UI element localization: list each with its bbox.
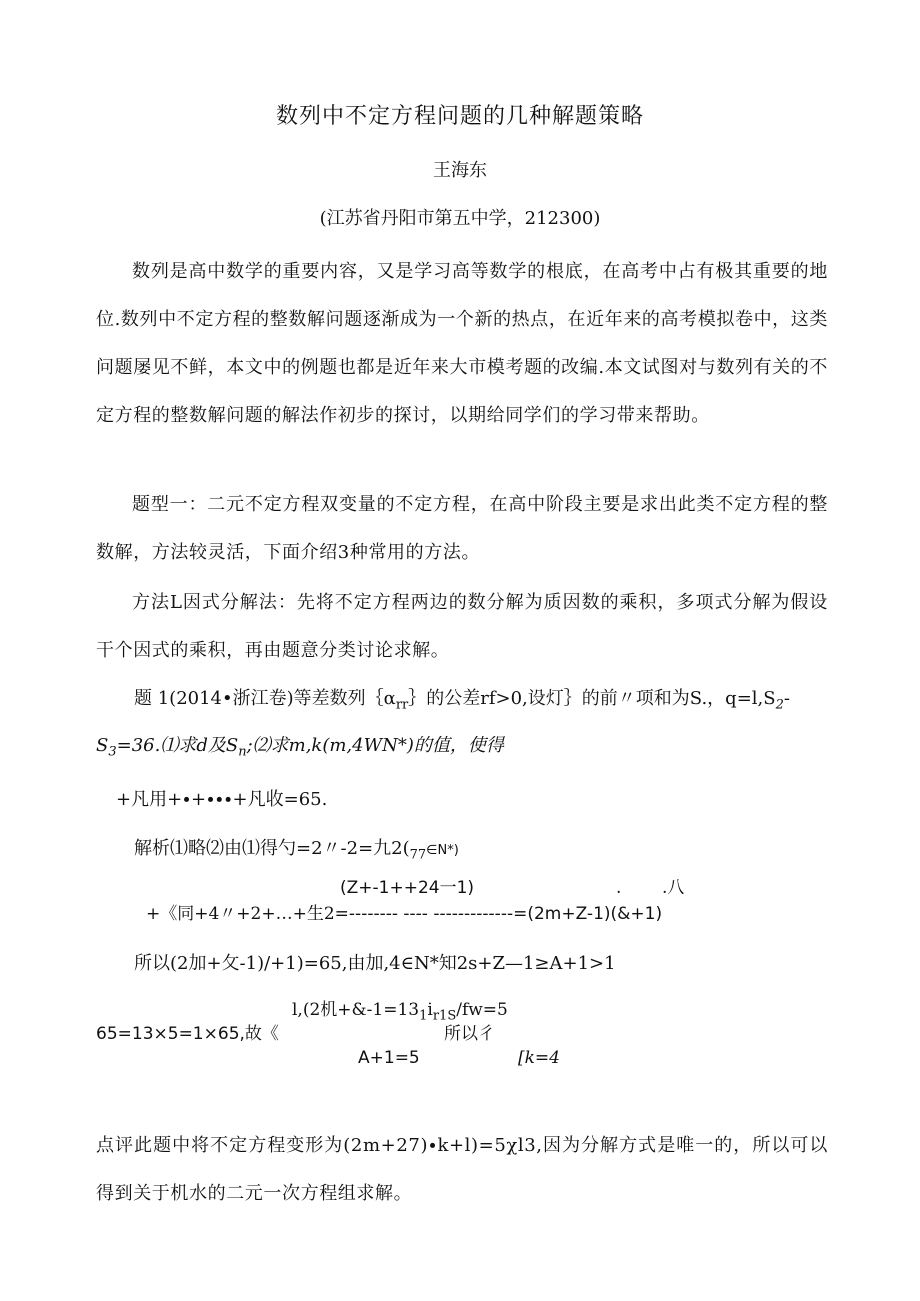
formula-dot-2: .八 bbox=[662, 878, 685, 898]
doc-affiliation: (江苏省丹阳市第五中学，212300) bbox=[319, 208, 601, 229]
system-mid: 所以彳 bbox=[444, 1024, 495, 1044]
doc-title: 数列中不定方程问题的几种解题策略 bbox=[275, 104, 644, 129]
problem1-line2-sub: 3 bbox=[108, 744, 117, 760]
problem1-line3: +凡用+∙+∙∙∙+凡收=65. bbox=[116, 789, 328, 810]
fraction-line bbox=[146, 906, 662, 923]
method1-paragraph: 方法L因式分解法：先将不定方程两边的数分解为质因数的乘积，多项式分解为假设干个因式的乘积，再由题意分类讨论求解。 bbox=[96, 592, 828, 661]
problem1-line2-a: S bbox=[96, 735, 109, 756]
solution-line1-b: ∈N*) bbox=[426, 843, 459, 858]
fraction-left: +《同+4〃+2+…+生2= bbox=[146, 904, 349, 924]
solution-line1 bbox=[134, 840, 459, 862]
doc-author: 王海东 bbox=[433, 160, 487, 181]
intro-paragraph: 数列是高中数学的重要内容，又是学习高等数学的根底，在高考中占有极其重要的地位.数列中不定方程的整数解问题逐渐成为一个新的热点，在近年来的高考模拟卷中，这类问题屡见不鲜，本文中的例题也都是近年来大市模考题的改编.本文试图对与数列有关的不定方程的整数解问题的解法作初步的探讨，以期给同学们的学习带来帮助。 bbox=[96, 261, 828, 426]
problem1-line1 bbox=[134, 690, 790, 712]
comment-paragraph: 点评此题中将不定方程变形为(2m+27)∙k+l)=5χl3,因为分解方式是唯一的，所以可以得到关于机水的二元一次方程组求解。 bbox=[96, 1135, 828, 1204]
problem1-line2-b: =36.⑴求d及S bbox=[116, 735, 239, 756]
problem1-text-c: - bbox=[783, 688, 790, 709]
system-top-a: l,(2机+&-1=13 bbox=[292, 1000, 420, 1020]
problem1-text-a: 题 1(2014•浙江卷)等差数列｛α bbox=[134, 688, 396, 709]
problem1-line2 bbox=[96, 737, 504, 759]
system-top-sub: 1 bbox=[419, 1008, 428, 1024]
solution-line3: 所以(2加+攵-1)/+1)=65,由加,4∈N*知2s+Z—1≥A+1>1 bbox=[134, 953, 616, 974]
system-top-sub2: r1S bbox=[432, 1008, 457, 1024]
problem1-line2-c: ;⑵求m,k(m,4WN*)的值，使得 bbox=[246, 735, 504, 756]
system-top bbox=[292, 1002, 508, 1022]
problem1-line2-sub2: n bbox=[238, 744, 247, 760]
fraction-dashes: -------- ---- ------------ bbox=[348, 904, 507, 924]
formula-dot-1: . bbox=[616, 878, 622, 898]
fraction-right: -=(2m+Z-1)(&+1) bbox=[506, 904, 663, 924]
fraction-numerator: (Z+-1++24一1) bbox=[340, 878, 475, 898]
problem1-sub-a: rr bbox=[395, 697, 409, 713]
system-left: 65=13×5=1×65,故《 bbox=[96, 1024, 279, 1044]
system-top-b: i bbox=[427, 1000, 433, 1020]
solution-line1-sub: 77 bbox=[409, 847, 427, 863]
type1-paragraph: 题型一：二元不定方程双变量的不定方程，在高中阶段主要是求出此类不定方程的整数解，方法较灵活，下面介绍3种常用的方法。 bbox=[96, 494, 828, 563]
problem1-sub-b: 2 bbox=[775, 697, 784, 713]
system-bottom: A+1=5 bbox=[358, 1048, 420, 1068]
system-top-c: /fw=5 bbox=[456, 1000, 508, 1020]
solution-line1-a: 解析⑴略⑵由⑴得勺=2〃-2=九2( bbox=[134, 838, 410, 859]
problem1-text-b: ｝的公差rf>0,设灯｝的前〃项和为S.，q=l,S bbox=[408, 688, 776, 709]
system-bottom-right: [k=4 bbox=[518, 1048, 560, 1068]
